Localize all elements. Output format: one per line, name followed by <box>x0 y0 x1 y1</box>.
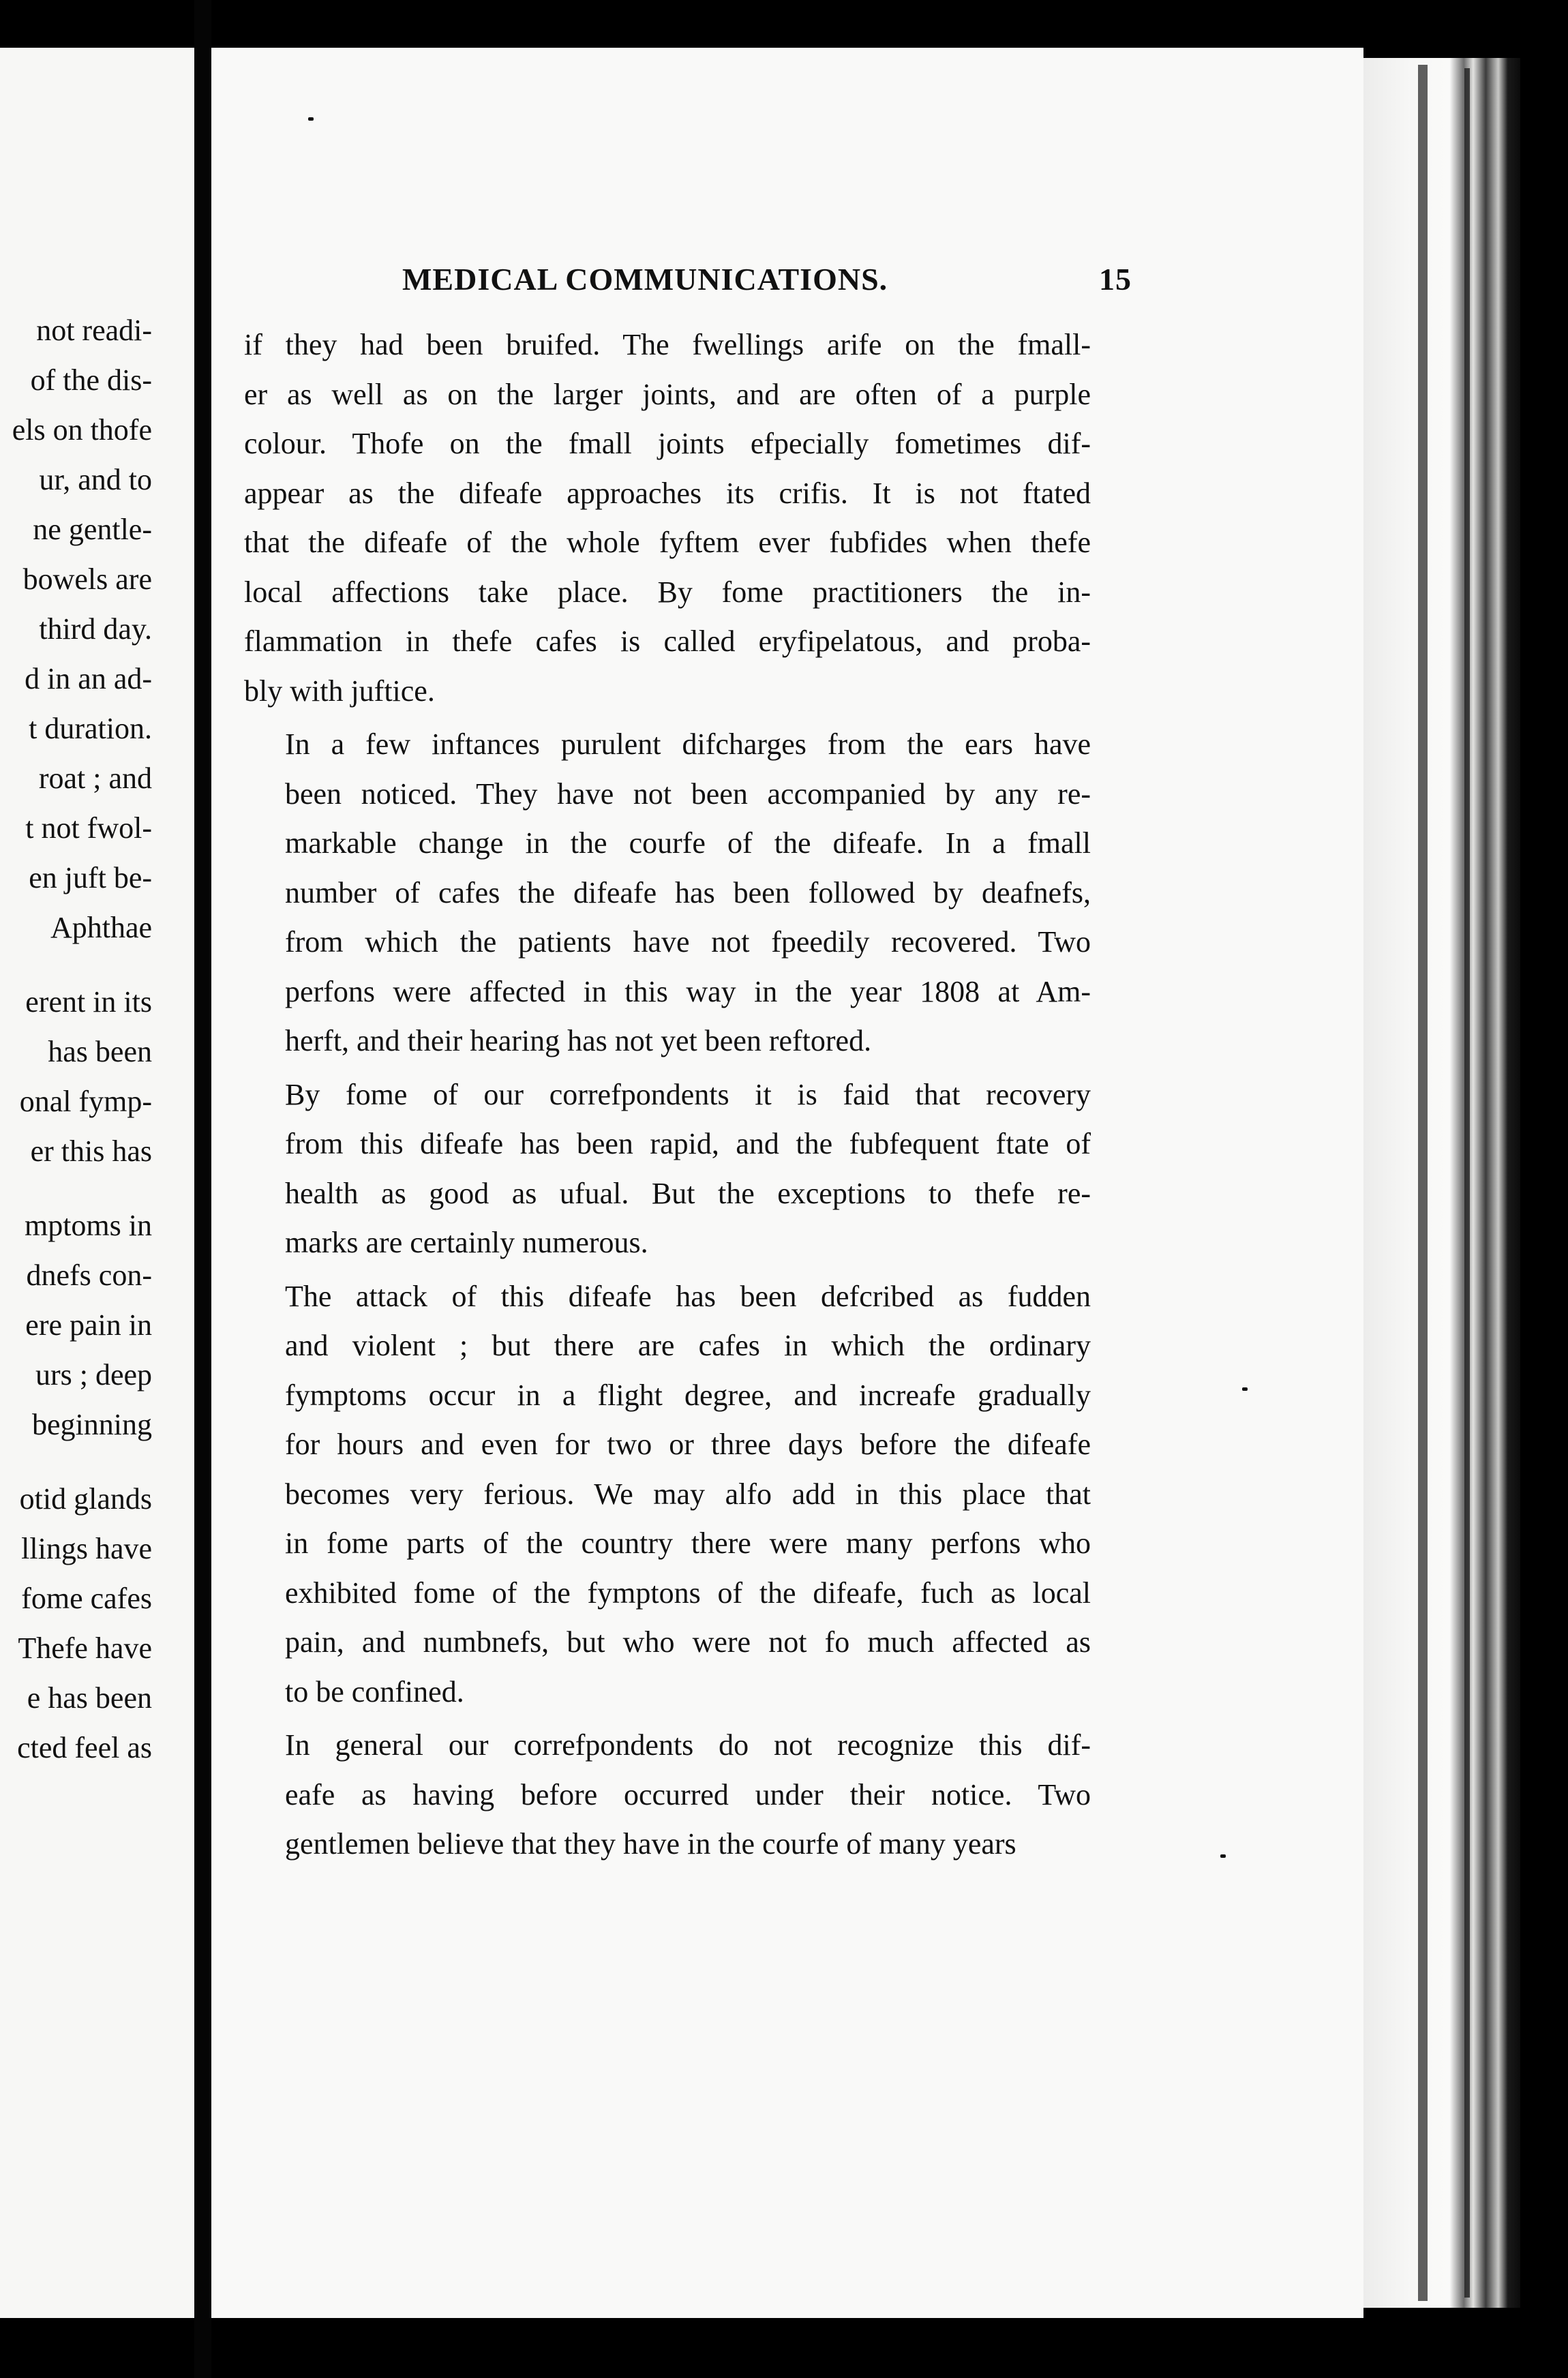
text-line: number of cafes the difeafe has been followed by deafnefs, <box>285 875 1091 909</box>
text-line: er as well as on the larger joints, and are often of a purple <box>244 377 1091 411</box>
text-line: gentlemen believe that they have in the courfe of many years <box>285 1827 1016 1861</box>
text-line: bly with juftice. <box>244 674 435 708</box>
text-line: in fome parts of the country there were many perfons who <box>285 1526 1091 1560</box>
facing-page-line: urs ; deep <box>35 1358 152 1391</box>
text-line: pain, and numbnefs, but who were not fo much affected as <box>285 1625 1091 1659</box>
paragraph <box>244 320 1091 716</box>
paragraph <box>244 1070 1091 1268</box>
facing-page-fragment <box>0 48 194 2318</box>
text-line: if they had been bruifed. The fwellings arife on the fmall- <box>244 328 1091 361</box>
facing-page-line: Aphthae <box>50 911 152 944</box>
facing-page-line: of the dis- <box>30 363 152 397</box>
facing-page-line: beginning <box>32 1408 152 1441</box>
facing-page-line: erent in its <box>25 985 152 1019</box>
text-line: In a few inftances purulent difcharges from the ears have <box>285 727 1091 761</box>
body-text <box>244 320 1091 1873</box>
paragraph <box>244 720 1091 1066</box>
text-line: markable change in the courfe of the difeafe. In a fmall <box>285 826 1091 860</box>
text-line: that the difeafe of the whole fyftem ever fubfides when thefe <box>244 526 1091 559</box>
facing-page-line: d in an ad- <box>25 662 152 695</box>
facing-page-text <box>0 305 152 1773</box>
facing-page-line: roat ; and <box>38 762 152 795</box>
ink-speck <box>1220 1854 1226 1858</box>
facing-page-line: Thefe have <box>18 1631 152 1665</box>
page-header <box>402 252 1132 307</box>
facing-page-line: onal fymp- <box>19 1085 152 1118</box>
text-line: health as good as ufual. But the exceptions to thefe re- <box>285 1176 1091 1210</box>
facing-page-gap <box>0 1449 152 1474</box>
text-line: for hours and even for two or three days before the difeafe <box>285 1428 1091 1461</box>
text-line: By fome of our correfpondents it is faid that recovery <box>285 1077 1091 1111</box>
facing-page-line: dnefs con- <box>26 1259 152 1292</box>
facing-page-line: ne gentle- <box>33 513 152 546</box>
text-line: becomes very ferious. We may alfo add in this place that <box>285 1477 1091 1511</box>
running-title: MEDICAL COMMUNICATIONS. <box>402 262 888 297</box>
facing-page-line: en juft be- <box>29 861 152 894</box>
paragraph <box>244 1272 1091 1717</box>
page-number: 15 <box>1099 262 1132 297</box>
page-edge-strip <box>1418 65 1428 2301</box>
facing-page-line: t duration. <box>29 712 152 745</box>
facing-page-line: els on thofe <box>12 413 152 447</box>
text-line: and violent ; but there are cafes in which the ordinary <box>285 1329 1091 1362</box>
facing-page-line: llings have <box>21 1532 152 1565</box>
text-line: flammation in thefe cafes is called eryfipelatous, and proba- <box>244 624 1091 658</box>
facing-page-line: ere pain in <box>25 1308 152 1342</box>
text-line: local affections take place. By fome practitioners the in- <box>244 575 1091 609</box>
text-line: fymptoms occur in a flight degree, and increafe gradually <box>285 1378 1091 1412</box>
facing-page-line: ur, and to <box>39 463 152 496</box>
text-line: exhibited fome of the fymptons of the difeafe, fuch as local <box>285 1576 1091 1610</box>
facing-page-line: has been <box>48 1035 152 1068</box>
text-line: from which the patients have not fpeedily recovered. Two <box>285 925 1091 959</box>
facing-page-gap <box>0 952 152 977</box>
facing-page-gap <box>0 1176 152 1201</box>
text-line: The attack of this difeafe has been defcribed as fudden <box>285 1279 1091 1313</box>
ink-speck <box>308 117 314 121</box>
facing-page-line: not readi- <box>36 314 152 347</box>
paragraph <box>244 1721 1091 1869</box>
facing-page-line: er this has <box>30 1134 152 1168</box>
facing-page-line: otid glands <box>19 1482 152 1516</box>
facing-page-line: third day. <box>39 612 152 646</box>
text-line: eafe as having before occurred under their notice. Two <box>285 1777 1091 1811</box>
text-line: from this difeafe has been rapid, and the fubfequent ftate of <box>285 1127 1091 1160</box>
facing-page-line: cted feel as <box>17 1731 152 1764</box>
text-line: herft, and their hearing has not yet been reftored. <box>285 1024 872 1057</box>
text-line: colour. Thofe on the fmall joints efpecially fometimes dif- <box>244 427 1091 460</box>
ink-speck <box>1242 1387 1248 1391</box>
text-line: appear as the difeafe approaches its crifis. It is not ftated <box>244 476 1091 510</box>
text-line: perfons were affected in this way in the year 1808 at Am- <box>285 974 1091 1008</box>
text-line: marks are certainly numerous. <box>285 1226 648 1259</box>
facing-page-line: mptoms in <box>24 1209 152 1242</box>
facing-page-line: e has been <box>27 1681 152 1715</box>
facing-page-line: bowels are <box>22 562 152 596</box>
book-gutter <box>194 0 211 2378</box>
page-edge-shadow <box>1363 58 1520 2308</box>
facing-page-line: t not fwol- <box>25 811 152 845</box>
page-edge-strip <box>1464 68 1470 2298</box>
facing-page-line: fome cafes <box>21 1582 152 1615</box>
text-line: been noticed. They have not been accompanied by any re- <box>285 777 1091 811</box>
text-line: to be confined. <box>285 1674 464 1709</box>
text-line: In general our correfpondents do not recognize this dif- <box>285 1728 1091 1762</box>
